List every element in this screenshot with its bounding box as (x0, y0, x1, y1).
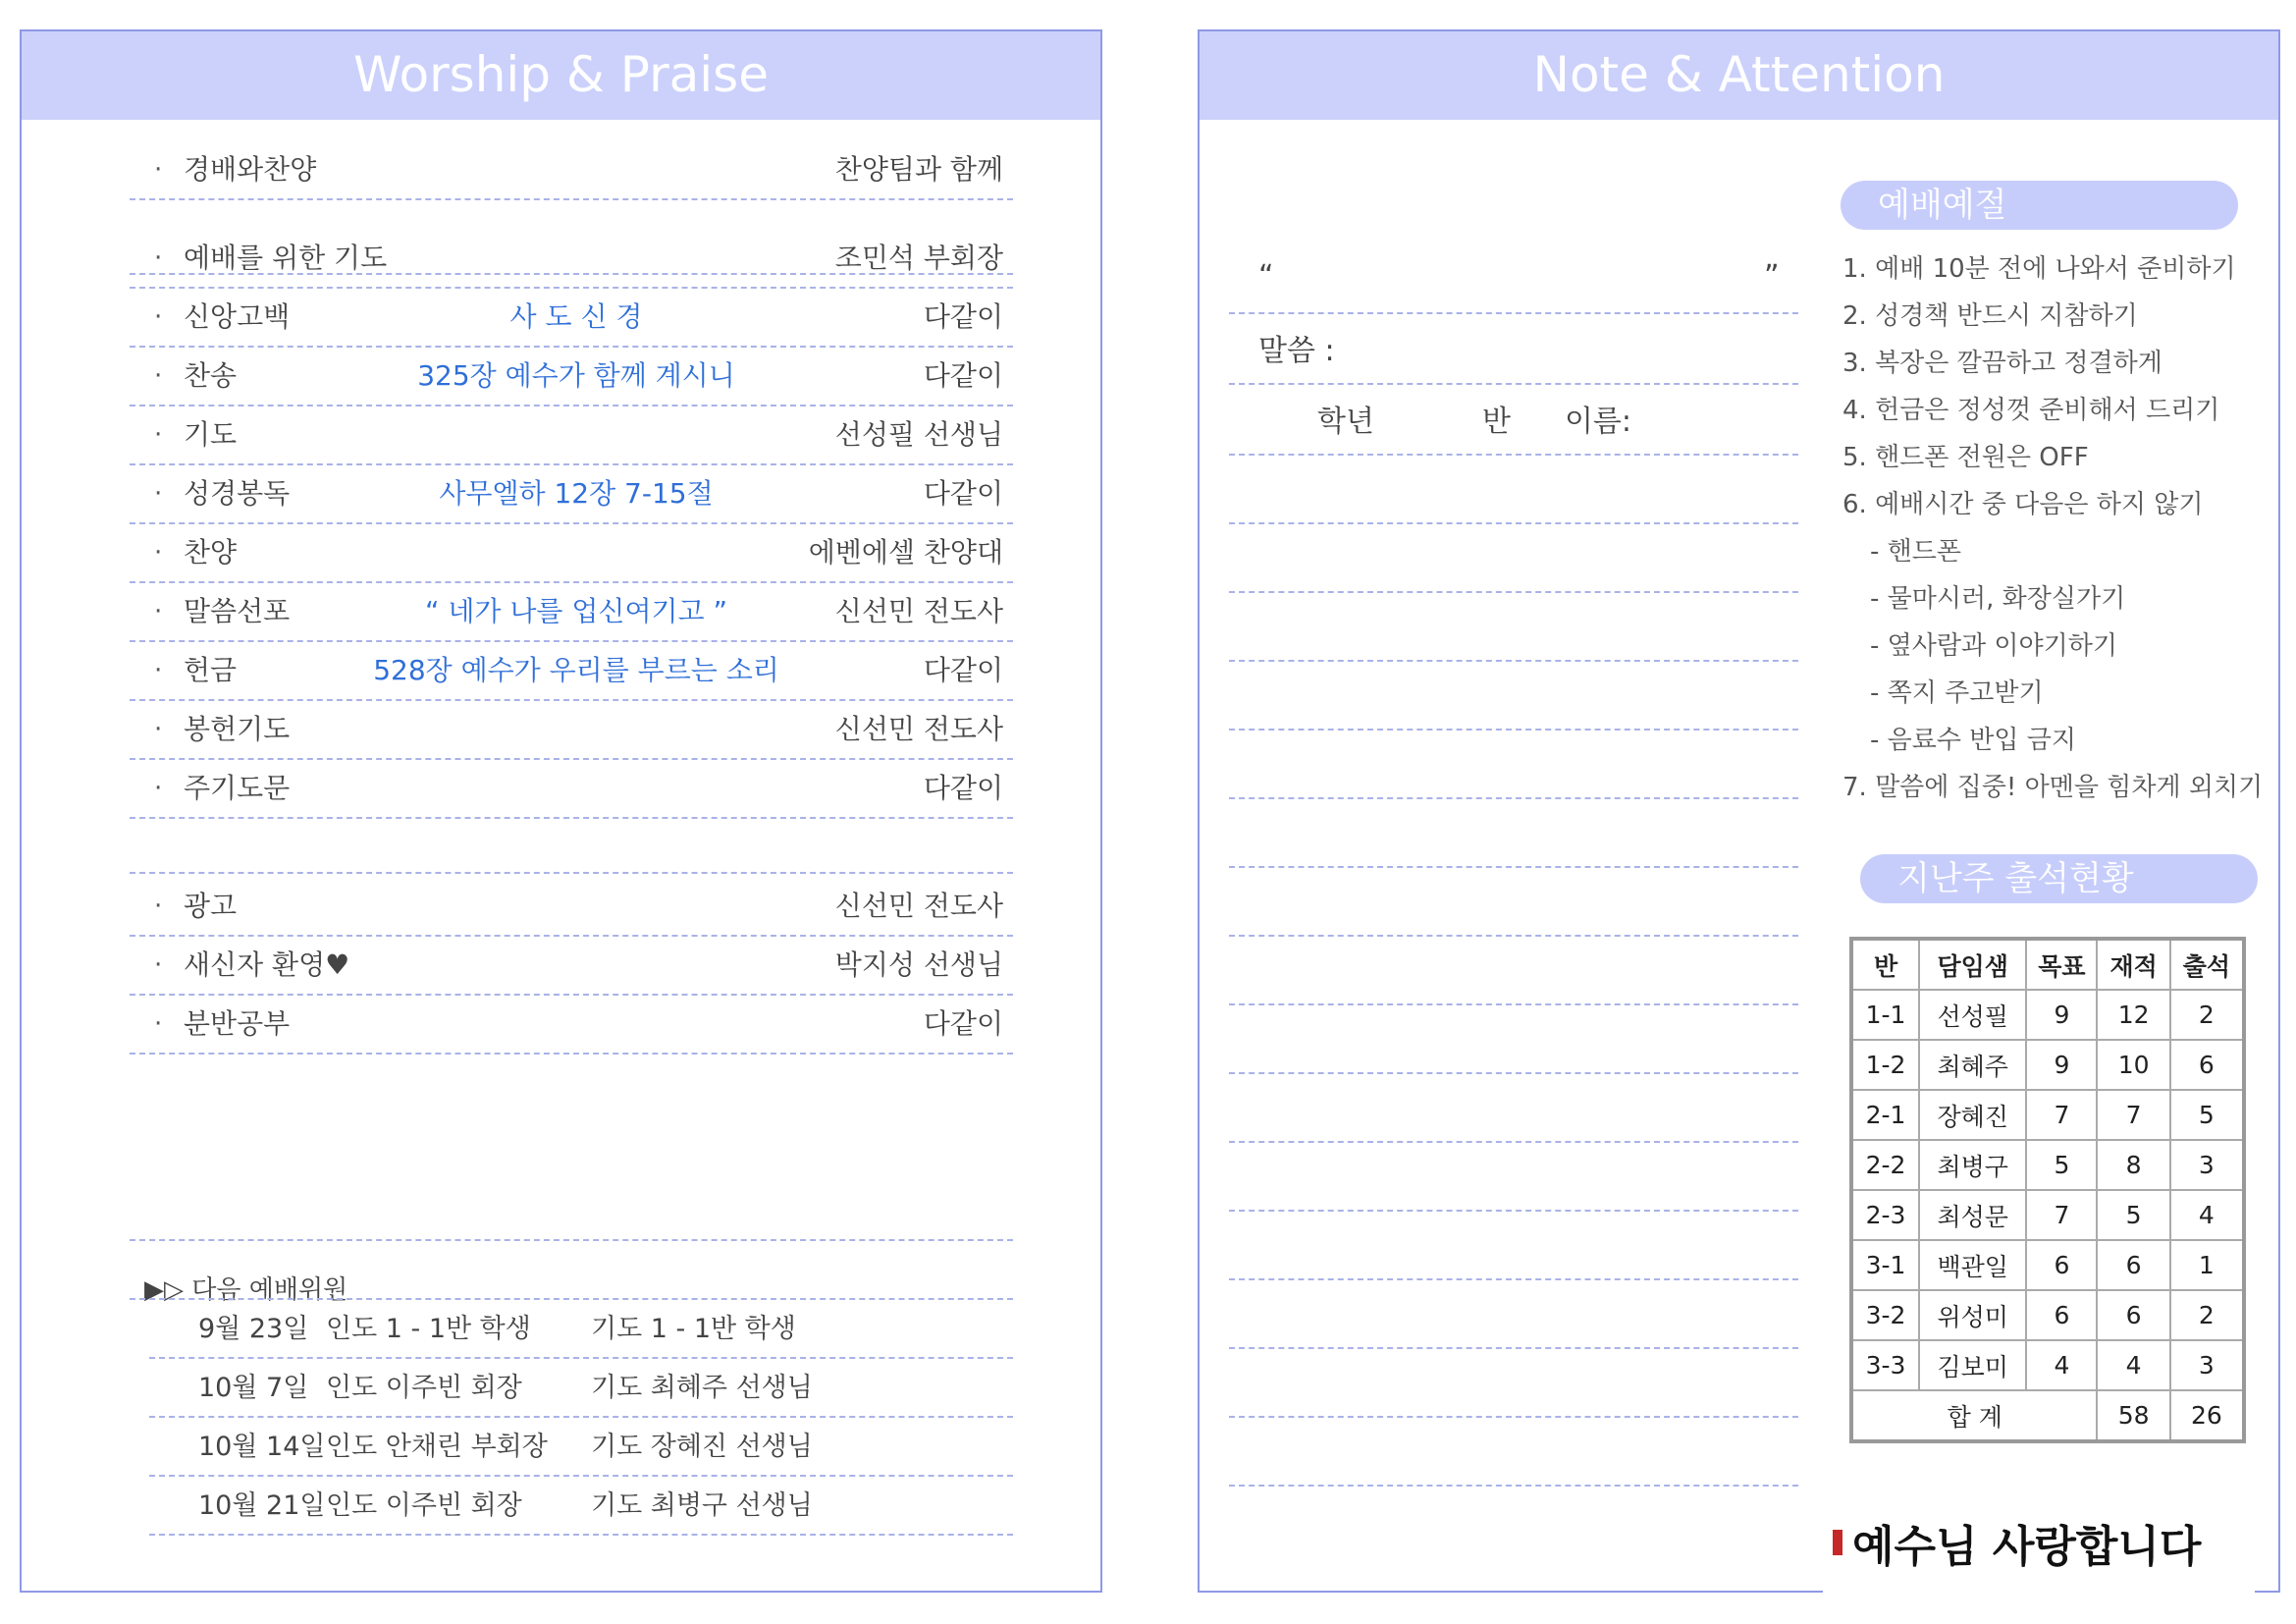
order-row (130, 935, 1013, 996)
attendance-title: 지난주 출석현황 (1897, 859, 2134, 898)
calligraphy-image (1823, 1494, 2255, 1597)
next-date: 10월 14일 (198, 1432, 326, 1462)
attendance-cell: 선성필 (1919, 990, 2026, 1040)
attendance-cell: 2-1 (1851, 1090, 1919, 1140)
etiquette-item: 3. 복장은 깔끔하고 정결하게 (1842, 349, 2163, 378)
order-leader: 조민석 부회장 (834, 242, 1003, 274)
attendance-cell: 1 (2170, 1240, 2244, 1290)
attendance-cell: 3-1 (1851, 1240, 1919, 1290)
attendance-cell: 12 (2097, 990, 2169, 1040)
order-row (130, 640, 1013, 701)
order-row (130, 876, 1013, 937)
order-leader: 다같이 (923, 359, 1003, 392)
quote-open-mark: “ (1258, 259, 1274, 294)
note-line (1229, 383, 1798, 385)
bullet-icon: · (154, 656, 163, 685)
order-leader: 신선민 전도사 (834, 595, 1003, 627)
note-line (1229, 797, 1798, 799)
attendance-cell: 2 (2170, 990, 2244, 1040)
order-leader: 찬양팀과 함께 (834, 153, 1003, 186)
attendance-cell: 3 (2170, 1340, 2244, 1390)
calligraphy-text: 예수님 사랑합니다 (1852, 1522, 2202, 1572)
order-item: 주기도문 (184, 772, 291, 804)
next-lead: 인도 이주빈 회장 (326, 1373, 522, 1403)
attendance-cell: 2-2 (1851, 1140, 1919, 1190)
next-server-row (149, 1300, 1013, 1359)
worship-panel (20, 29, 1102, 1593)
etiquette-item: - 물마시러, 화장실가기 (1870, 584, 2126, 614)
bullet-icon: · (154, 597, 163, 626)
attendance-cell: 김보미 (1919, 1340, 2026, 1390)
attendance-cell: 7 (2026, 1190, 2097, 1240)
order-leader: 다같이 (923, 300, 1003, 333)
bullet-icon: · (154, 715, 163, 744)
next-lead: 인도 안채린 부회장 (326, 1432, 548, 1462)
bullet-icon: · (154, 420, 163, 450)
order-row (130, 405, 1013, 465)
attendance-total-enrolled: 58 (2097, 1390, 2169, 1441)
order-item: 찬양 (184, 536, 238, 568)
attendance-row (1851, 1290, 2244, 1340)
order-row (130, 522, 1013, 583)
order-leader: 다같이 (923, 477, 1003, 510)
divider-line (130, 1239, 1013, 1241)
next-lead: 인도 1 - 1반 학생 (326, 1314, 531, 1344)
attendance-header-cell: 반 (1851, 939, 1919, 990)
order-item: 헌금 (184, 654, 238, 686)
order-leader: 에벤에셀 찬양대 (808, 536, 1003, 568)
order-row (130, 581, 1013, 642)
bullet-icon: · (154, 538, 163, 568)
attendance-cell: 9 (2026, 1040, 2097, 1090)
bullet-icon: · (154, 361, 163, 391)
note-line (1229, 729, 1798, 731)
divider-line (130, 872, 1013, 874)
next-pray: 기도 1 - 1반 학생 (591, 1314, 796, 1344)
next-server-row (149, 1418, 1013, 1477)
order-row (130, 346, 1013, 406)
attendance-row (1851, 990, 2244, 1040)
order-row (130, 228, 1013, 289)
attendance-cell: 위성미 (1919, 1290, 2026, 1340)
attendance-cell: 2 (2170, 1290, 2244, 1340)
order-leader: 다같이 (923, 654, 1003, 686)
bullet-icon: · (154, 774, 163, 803)
order-row (130, 699, 1013, 760)
order-item: 경배와찬양 (184, 153, 317, 186)
attendance-header-cell: 담임샘 (1919, 939, 2026, 990)
attendance-row (1851, 1340, 2244, 1390)
bullet-icon: · (154, 892, 163, 921)
note-line (1229, 935, 1798, 937)
note-panel (1198, 29, 2280, 1593)
attendance-cell: 7 (2097, 1090, 2169, 1140)
order-detail: 사무엘하 12장 7-15절 (439, 477, 714, 510)
note-line (1229, 1416, 1798, 1418)
quote-close-mark: ” (1764, 259, 1780, 294)
etiquette-item: 7. 말씀에 집중! 아멘을 힘차게 외치기 (1842, 773, 2264, 802)
seal-icon (1833, 1530, 1842, 1555)
attendance-cell: 4 (2170, 1190, 2244, 1240)
sermon-label: 말씀 : (1258, 334, 1335, 368)
order-item: 신앙고백 (184, 300, 291, 333)
attendance-row (1851, 1140, 2244, 1190)
order-detail: “ 네가 나를 업신여기고 ” (424, 595, 728, 627)
attendance-table (1849, 937, 2246, 1443)
order-item: 새신자 환영♥ (184, 948, 350, 981)
next-server-row (149, 1477, 1013, 1536)
attendance-cell: 2-3 (1851, 1190, 1919, 1240)
attendance-cell: 6 (2097, 1290, 2169, 1340)
grade-label: 학년 (1317, 405, 1374, 439)
attendance-title-pill (1860, 854, 2258, 903)
order-detail: 325장 예수가 함께 계시니 (417, 359, 735, 392)
student-info-line (1317, 397, 1631, 440)
order-item: 분반공부 (184, 1007, 291, 1040)
attendance-cell: 1-2 (1851, 1040, 1919, 1090)
order-row (130, 758, 1013, 819)
attendance-cell: 5 (2026, 1140, 2097, 1190)
note-line (1229, 1003, 1798, 1005)
note-line (1229, 660, 1798, 662)
order-leader: 선성필 선생님 (834, 418, 1003, 451)
attendance-header-row (1851, 939, 2244, 990)
note-line (1229, 1347, 1798, 1349)
bullet-icon: · (154, 244, 163, 273)
bullet-icon: · (154, 479, 163, 509)
bullet-icon: · (154, 1009, 163, 1039)
worship-panel-title: Worship & Praise (22, 31, 1100, 120)
attendance-cell: 8 (2097, 1140, 2169, 1190)
attendance-cell: 백관일 (1919, 1240, 2026, 1290)
attendance-cell: 3 (2170, 1140, 2244, 1190)
attendance-cell: 최혜주 (1919, 1040, 2026, 1090)
order-leader: 신선민 전도사 (834, 890, 1003, 922)
etiquette-item: - 옆사람과 이야기하기 (1870, 631, 2117, 661)
bullet-icon: · (154, 950, 163, 980)
next-lead: 인도 이주빈 회장 (326, 1490, 522, 1521)
attendance-row (1851, 1040, 2244, 1090)
next-pray: 기도 최혜주 선생님 (591, 1373, 813, 1403)
next-pray: 기도 장혜진 선생님 (591, 1432, 813, 1462)
etiquette-item: 2. 성경책 반드시 지참하기 (1842, 301, 2138, 331)
order-row (130, 287, 1013, 348)
order-item: 찬송 (184, 359, 238, 392)
attendance-cell: 6 (2026, 1290, 2097, 1340)
note-line (1229, 454, 1798, 456)
order-row (130, 463, 1013, 524)
note-line (1229, 1210, 1798, 1212)
class-label: 반 (1481, 405, 1511, 439)
attendance-row (1851, 1240, 2244, 1290)
order-item: 봉헌기도 (184, 713, 291, 745)
attendance-cell: 6 (2097, 1240, 2169, 1290)
note-line (1229, 522, 1798, 524)
next-date: 10월 7일 (198, 1373, 309, 1403)
attendance-cell: 4 (2097, 1340, 2169, 1390)
note-line (1229, 312, 1798, 314)
attendance-cell: 1-1 (1851, 990, 1919, 1040)
order-detail: 528장 예수가 우리를 부르는 소리 (373, 654, 779, 686)
note-line (1229, 591, 1798, 593)
order-detail: 사 도 신 경 (509, 300, 643, 333)
attendance-total-row (1851, 1390, 2244, 1441)
order-row (130, 994, 1013, 1055)
bullet-icon: · (154, 155, 163, 185)
attendance-cell: 7 (2026, 1090, 2097, 1140)
etiquette-item: 6. 예배시간 중 다음은 하지 않기 (1842, 490, 2204, 519)
etiquette-title-pill (1841, 181, 2238, 230)
note-line (1229, 1485, 1798, 1487)
order-item: 말씀선포 (184, 595, 291, 627)
note-panel-title: Note & Attention (1200, 31, 2278, 120)
attendance-total-label: 합 계 (1851, 1390, 2097, 1441)
next-date: 10월 21일 (198, 1490, 326, 1521)
attendance-cell: 4 (2026, 1340, 2097, 1390)
next-date: 9월 23일 (198, 1314, 309, 1344)
etiquette-item: - 쪽지 주고받기 (1870, 678, 2044, 708)
attendance-cell: 5 (2097, 1190, 2169, 1240)
etiquette-item: - 핸드폰 (1870, 537, 1961, 567)
etiquette-title: 예배예절 (1878, 186, 2007, 225)
attendance-header-cell: 출석 (2170, 939, 2244, 990)
note-line (1229, 1278, 1798, 1280)
attendance-cell: 최성문 (1919, 1190, 2026, 1240)
order-item: 성경봉독 (184, 477, 291, 510)
order-item: 광고 (184, 890, 238, 922)
attendance-cell: 5 (2170, 1090, 2244, 1140)
attendance-cell: 6 (2170, 1040, 2244, 1090)
note-line (1229, 866, 1798, 868)
bullet-icon: · (154, 302, 163, 332)
name-label: 이름: (1564, 405, 1632, 439)
attendance-cell: 3-3 (1851, 1340, 1919, 1390)
etiquette-item: - 음료수 반입 금지 (1870, 726, 2076, 755)
order-row (130, 139, 1013, 200)
etiquette-item: 5. 핸드폰 전원은 OFF (1842, 443, 2089, 472)
attendance-cell: 10 (2097, 1040, 2169, 1090)
attendance-header-cell: 재적 (2097, 939, 2169, 990)
attendance-cell: 최병구 (1919, 1140, 2026, 1190)
order-leader: 신선민 전도사 (834, 713, 1003, 745)
order-leader: 박지성 선생님 (834, 948, 1003, 981)
attendance-cell: 3-2 (1851, 1290, 1919, 1340)
note-line (1229, 1141, 1798, 1143)
note-line (1229, 1072, 1798, 1074)
order-item: 예배를 위한 기도 (184, 242, 388, 274)
attendance-row (1851, 1190, 2244, 1240)
attendance-cell: 6 (2026, 1240, 2097, 1290)
next-pray: 기도 최병구 선생님 (591, 1490, 813, 1521)
attendance-cell: 9 (2026, 990, 2097, 1040)
next-server-row (149, 1359, 1013, 1418)
etiquette-item: 1. 예배 10분 전에 나와서 준비하기 (1842, 254, 2236, 284)
order-leader: 다같이 (923, 1007, 1003, 1040)
attendance-total-present: 26 (2170, 1390, 2244, 1441)
next-servers-title: ▶▷ 다음 예배위원 (144, 1275, 348, 1305)
attendance-row (1851, 1090, 2244, 1140)
attendance-cell: 장혜진 (1919, 1090, 2026, 1140)
order-leader: 다같이 (923, 772, 1003, 804)
order-item: 기도 (184, 418, 238, 451)
etiquette-item: 4. 헌금은 정성껏 준비해서 드리기 (1842, 396, 2220, 425)
attendance-header-cell: 목표 (2026, 939, 2097, 990)
